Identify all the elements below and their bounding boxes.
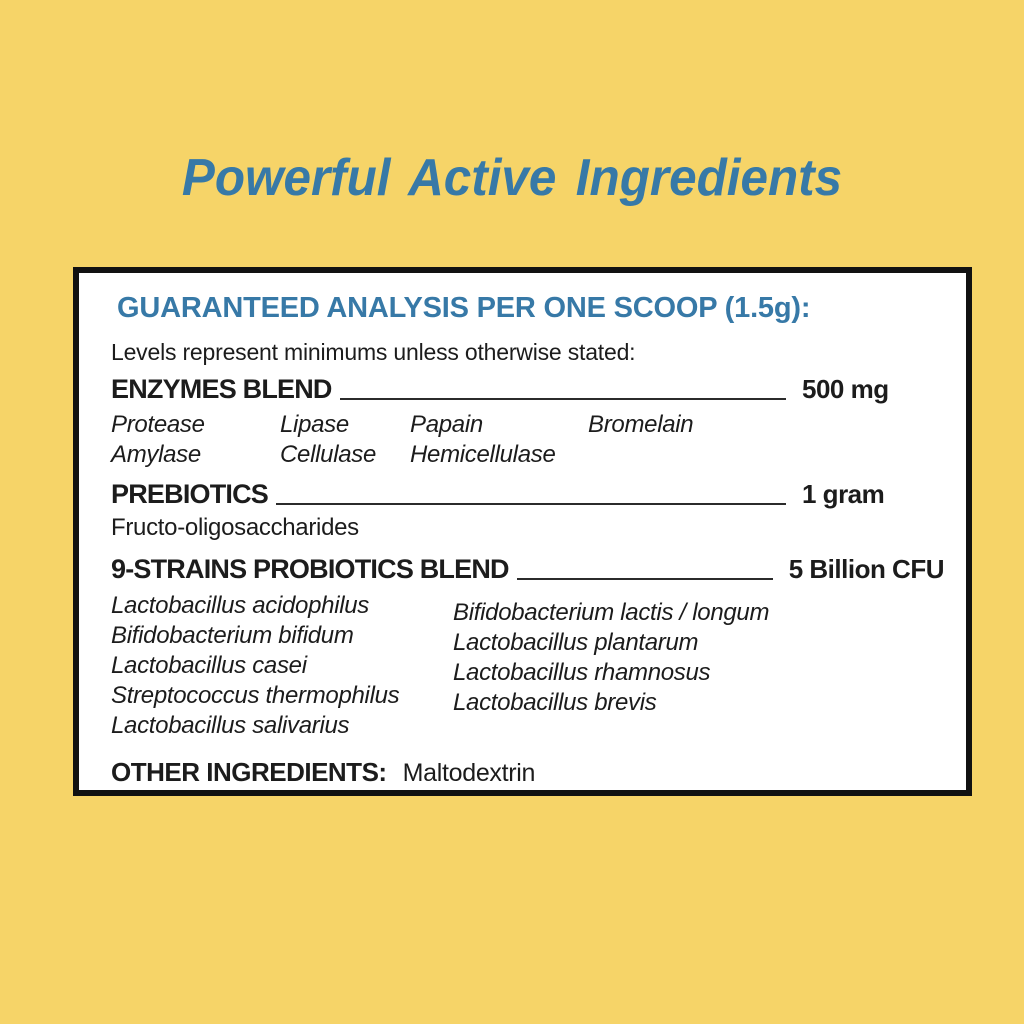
- panel-heading: GUARANTEED ANALYSIS PER ONE SCOOP (1.5g):: [117, 292, 811, 324]
- probiotic-item: Lactobacillus plantarum: [453, 629, 699, 657]
- enzymes-blend-amount: 500 mg: [802, 374, 889, 405]
- probiotic-item: Streptococcus thermophilus: [111, 682, 400, 710]
- other-ingredients-row: [111, 757, 944, 788]
- other-ingredients-label: OTHER INGREDIENTS:: [111, 757, 387, 788]
- guaranteed-analysis-panel: [73, 267, 972, 796]
- probiotics-blend-amount: 5 Billion CFU: [788, 554, 944, 585]
- probiotic-item: Lactobacillus rhamnosus: [453, 659, 711, 687]
- page-title: Powerful Active Ingredients: [181, 149, 843, 207]
- enzyme-item: Lipase: [280, 411, 349, 439]
- enzyme-item-empty: [588, 441, 944, 469]
- probiotic-item: Lactobacillus casei: [111, 652, 307, 680]
- probiotic-item: Lactobacillus acidophilus: [111, 592, 370, 620]
- enzyme-item: Hemicellulase: [410, 441, 556, 469]
- probiotic-item: Bifidobacterium bifidum: [111, 622, 354, 650]
- enzymes-list: [111, 411, 944, 469]
- probiotics-column-left: [111, 591, 453, 741]
- enzyme-item: Bromelain: [588, 411, 694, 439]
- probiotics-blend-row: [111, 554, 944, 585]
- enzyme-item: Amylase: [111, 441, 201, 469]
- probiotic-item: Lactobacillus salivarius: [111, 712, 350, 740]
- probiotics-column-right: [453, 591, 944, 741]
- leader-line: [276, 503, 786, 505]
- probiotics-blend-label: 9-STRAINS PROBIOTICS BLEND: [111, 554, 509, 585]
- enzymes-blend-label: ENZYMES BLEND: [111, 374, 332, 405]
- enzyme-item: Protease: [111, 411, 205, 439]
- probiotic-item: Bifidobacterium lactis / longum: [453, 599, 770, 627]
- minimums-note: Levels represent minimums unless otherwise stated:: [111, 338, 636, 365]
- prebiotics-amount: 1 gram: [802, 479, 885, 510]
- enzyme-item: Papain: [410, 411, 483, 439]
- prebiotics-label: PREBIOTICS: [111, 479, 269, 510]
- enzymes-blend-row: [111, 374, 944, 405]
- prebiotics-row: [111, 479, 944, 510]
- other-ingredients-value: Maltodextrin: [402, 759, 536, 788]
- enzyme-item: Cellulase: [280, 441, 377, 469]
- probiotic-item: Lactobacillus brevis: [453, 689, 657, 717]
- prebiotics-item: Fructo-oligosaccharides: [111, 514, 359, 542]
- leader-line: [340, 398, 786, 400]
- probiotics-list: [111, 591, 944, 741]
- leader-line: [517, 578, 773, 580]
